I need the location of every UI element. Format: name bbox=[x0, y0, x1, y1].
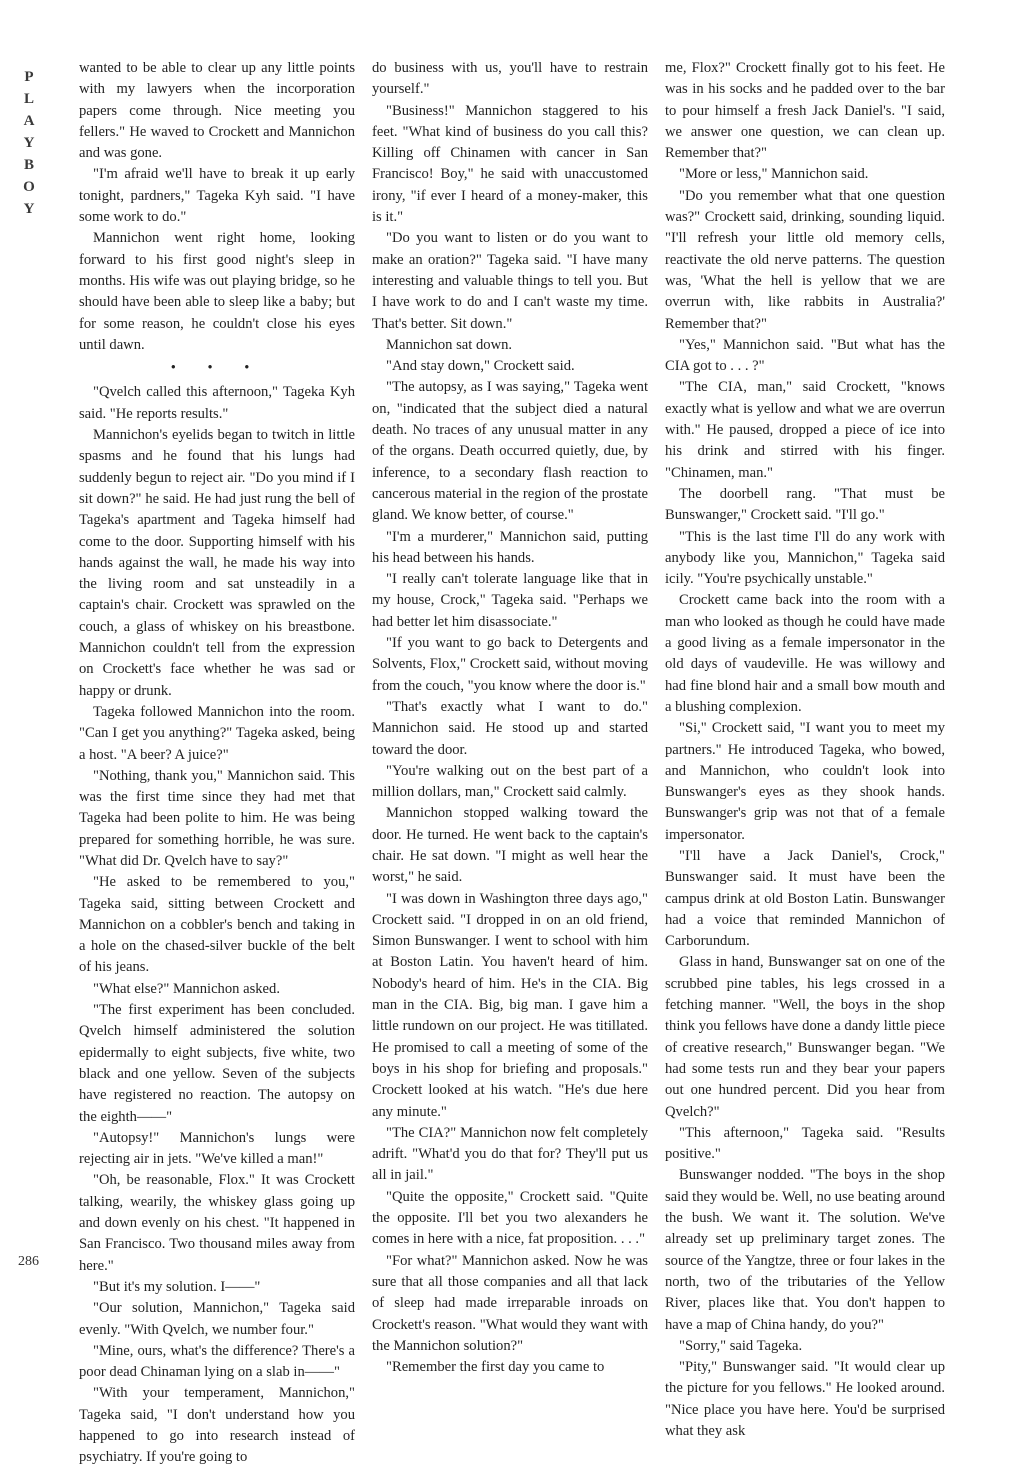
paragraph: "The CIA, man," said Crockett, "knows exactly what is yellow and what we are overrun with." He paused, dropped a piece of ice into his drink and stirred with his finger. "Chinamen, man." bbox=[665, 379, 945, 481]
paragraph: Mannichon's eyelids began to twitch in little spasms and he found that his lungs had suddenly begun to reject air. "Do you mind if I sit down?" he said. He had just rung the bell of Tageka's apartment and Tageka himself had come to the door. Supporting himself with his hands against the wall, he made his way into the living room and sat unsteadily in a captain's chair. Crockett was sprawled on the couch, a glass of whiskey on his breastbone. Mannichon couldn't tell from the expression on Crockett's face whether he was sad or happy or drunk. bbox=[79, 427, 355, 699]
paragraph: "Mine, ours, what's the difference? There's a poor dead Chinaman lying on a slab in——" bbox=[79, 1342, 355, 1381]
paragraph: "The autopsy, as I was saying," Tageka went on, "indicated that the subject died a natural death. No traces of any unusual matter in any of the organs. Death occurred quietly, due, by inference, to a secondary flash reaction to cancerous material in the region of the prostate gland. We know better, of course." bbox=[372, 379, 648, 524]
paragraph: "But it's my solution. I——" bbox=[93, 1278, 261, 1295]
magazine-name-letter: P bbox=[24, 69, 34, 85]
paragraph: "Business!" Mannichon staggered to his feet. "What kind of business do you call this? Killing off Chinamen with cancer in San Francisco! Boy," he said with unaccustomed irony, "if ever I heard of a money-maker, this is it." bbox=[372, 102, 648, 226]
paragraph: do business with us, you'll have to restrain yourself." bbox=[372, 60, 648, 98]
paragraph: "Sorry," said Tageka. bbox=[679, 1337, 803, 1354]
paragraph: Mannichon sat down. bbox=[386, 336, 513, 353]
paragraph: "Oh, be reasonable, Flox." It was Crockett talking, wearily, the whiskey glass going up and down evenly on his chest. "It happened in San Francisco. Two thousand miles away from here." bbox=[79, 1172, 355, 1274]
paragraph: wanted to be able to clear up any little points with my lawyers when the incorporation papers come through. Nice meeting you fellers." He waved to Crockett and Mannichon and was gone. bbox=[79, 60, 355, 162]
paragraph: "Quite the opposite," Crockett said. "Quite the opposite. I'll bet you two alexanders he comes in here with a nice, fat proposition. . . ." bbox=[372, 1188, 648, 1248]
paragraph: The doorbell rang. "That must be Bunswanger," Crockett said. "I'll go." bbox=[665, 485, 945, 524]
paragraph: "Si," Crockett said, "I want you to meet my partners." He introduced Tageka, who bowed, and Mannichon, who couldn't look into Bunswanger's eyes as they shook hands. Bunswanger's grip was not that of a female impersonator. bbox=[665, 720, 945, 843]
text-column-3 bbox=[665, 58, 945, 1439]
magazine-name-letter: L bbox=[23, 91, 34, 107]
paragraph: "This is the last time I'll do any work with anybody like you, Mannichon," Tageka said icily. "You're psychically unstable." bbox=[665, 528, 945, 588]
paragraph: "Autopsy!" Mannichon's lungs were rejecting air in jets. "We've killed a man!" bbox=[79, 1129, 355, 1168]
paragraph: "For what?" Mannichon asked. Now he was sure that all those companies and all that lack of sleep had made irreparable inroads on Crockett's reason. "What would they want with the Mannichon solution?" bbox=[372, 1252, 648, 1354]
paragraph: Glass in hand, Bunswanger sat on one of the scrubbed pine tables, his legs crossed in a fetching manner. "Well, the boys in the shop think you fellows have done a dandy little piece of creative research," Bunswanger began. "We had some tests run and they bear your papers out one hundred percent. Did you hear from Qvelch?" bbox=[665, 954, 945, 1120]
paragraph: "This afternoon," Tageka said. "Results positive." bbox=[665, 1124, 945, 1163]
text-column-2 bbox=[372, 58, 648, 1376]
magazine-name-letter: B bbox=[23, 157, 34, 173]
paragraph: "More or less," Mannichon said. bbox=[679, 166, 869, 183]
paragraph: "Remember the first day you came to bbox=[386, 1359, 605, 1376]
section-break: • • • bbox=[170, 360, 264, 377]
paragraph: "He asked to be remembered to you," Tageka said, sitting between Crockett and Mannichon on a cobbler's bench and taking in a hole on the chased-silver buckle of the belt of his jeans. bbox=[79, 874, 355, 976]
paragraph: "I'll have a Jack Daniel's, Crock," Bunswanger said. It must have been the campus drink at old Boston Latin. Bunswanger had a voice that reminded Mannichon of Carborundum. bbox=[665, 847, 945, 950]
paragraph: "That's exactly what I want to do." Mannichon said. He stood up and started toward the door. bbox=[372, 698, 648, 758]
paragraph: "I really can't tolerate language like that in my house, Crock," Tageka said. "Perhaps we had better let him disassociate." bbox=[372, 571, 648, 630]
paragraph: "Do you remember what that one question was?" Crockett said, drinking, sounding liquid. "I'll refresh your little old memory cells, reactivate the old nerve patterns. The question was, 'What the hell is yellow that we are overrun with, like rabbits in Australia?' Remember that?" bbox=[665, 187, 945, 332]
page-number: 286 bbox=[18, 1254, 39, 1269]
paragraph: "And stay down," Crockett said. bbox=[386, 358, 575, 375]
paragraph: "If you want to go back to Detergents and Solvents, Flox," Crockett said, without moving from the couch, "you know where the door is." bbox=[372, 635, 648, 694]
paragraph: "With your temperament, Mannichon," Tageka said, "I don't understand how you happened to go into research instead of psychiatry. If you're going to bbox=[79, 1385, 355, 1466]
paragraph: "Do you want to listen or do you want to make an oration?" Tageka said. "I have many interesting and valuable things to tell you. But I have work to do and I can't waste my time. That's better. Sit down." bbox=[372, 230, 648, 332]
paragraph: "Qvelch called this afternoon," Tageka Kyh said. "He reports results." bbox=[79, 384, 355, 422]
paragraph: "Yes," Mannichon said. "But what has the CIA got to . . . ?" bbox=[665, 336, 945, 375]
paragraph: Mannichon went right home, looking forward to his first good night's sleep in months. His wife was out playing bridge, so he should have been able to sleep like a baby; but for some reason, he couldn't close his eyes until dawn. bbox=[79, 230, 355, 353]
paragraph: "You're walking out on the best part of a million dollars, man," Crockett said calmly. bbox=[372, 762, 648, 801]
paragraph: "The first experiment has been concluded. Qvelch himself administered the solution epidermally to eight subjects, five white, two black and one yellow. Seven of the subjects have registered no reaction. The autopsy on the eighth——" bbox=[79, 1002, 355, 1125]
magazine-name-letter: A bbox=[23, 113, 35, 129]
paragraph: Mannichon stopped walking toward the door. He turned. He went back to the captain's chair. He sat down. "I might as well hear the worst," he said. bbox=[372, 805, 648, 886]
paragraph: "The CIA?" Mannichon now felt completely adrift. "What'd you do that for? They'll put us all in jail." bbox=[372, 1124, 648, 1184]
magazine-name-letter: Y bbox=[23, 201, 35, 217]
paragraph: "Pity," Bunswanger said. "It would clear up the picture for you fellows." He looked around. "Nice place you have here. You'd be surprised what they ask bbox=[665, 1359, 945, 1439]
paragraph: Tageka followed Mannichon into the room. "Can I get you anything?" Tageka asked, being a host. "A beer? A juice?" bbox=[79, 703, 355, 763]
text-column-1 bbox=[79, 58, 355, 1466]
paragraph: "Nothing, thank you," Mannichon said. This was the first time since they had met that Tageka had been polite to him. He was being prepared for something horrible, he was sure. "What did Dr. Qvelch have to say?" bbox=[79, 767, 355, 869]
paragraph: me, Flox?" Crockett finally got to his feet. He was in his socks and he padded over to the bar to pour himself a fresh Jack Daniel's. "I said, we answer one question, we can clean up. Remember that?" bbox=[665, 60, 945, 162]
magazine-name bbox=[14, 66, 44, 220]
paragraph: "What else?" Mannichon asked. bbox=[93, 980, 280, 997]
paragraph: "I'm a murderer," Mannichon said, putting his head between his hands. bbox=[372, 528, 648, 566]
paragraph: Bunswanger nodded. "The boys in the shop said they would be. Well, no use beating around the bush. We want it. The solution. We've already set up preliminary target zones. The source of the Yangtze, three or four lakes in the north, two of the tributaries of the Yellow River, places like that. You don't happen to have a map of China handy, do you?" bbox=[665, 1167, 945, 1333]
paragraph: "I'm afraid we'll have to break it up early tonight, pardners," Tageka Kyh said. "I have some work to do." bbox=[79, 166, 355, 226]
magazine-name-letter: O bbox=[23, 179, 35, 195]
paragraph: "Our solution, Mannichon," Tageka said evenly. "With Qvelch, we number four." bbox=[79, 1300, 355, 1338]
paragraph: Crockett came back into the room with a man who looked as though he could have made a good living as a female impersonator in the old days of vaudeville. He was willowy and had fine blond hair and a small bow mouth and a blushing complexion. bbox=[665, 592, 945, 715]
paragraph: "I was down in Washington three days ago," Crockett said. "I dropped in on an old friend, Simon Bunswanger. I went to school with him at Boston Latin. You haven't heard of him. Nobody's heard of him. He's in the CIA. Big man in the CIA. Big, big man. I gave him a little rundown on our project. He was titillated. He promised to call a meeting of some of the boys in his shop for briefing and proposals." Crockett looked at his watch. "He's due here any minute." bbox=[372, 890, 648, 1120]
magazine-name-letter: Y bbox=[23, 135, 35, 151]
